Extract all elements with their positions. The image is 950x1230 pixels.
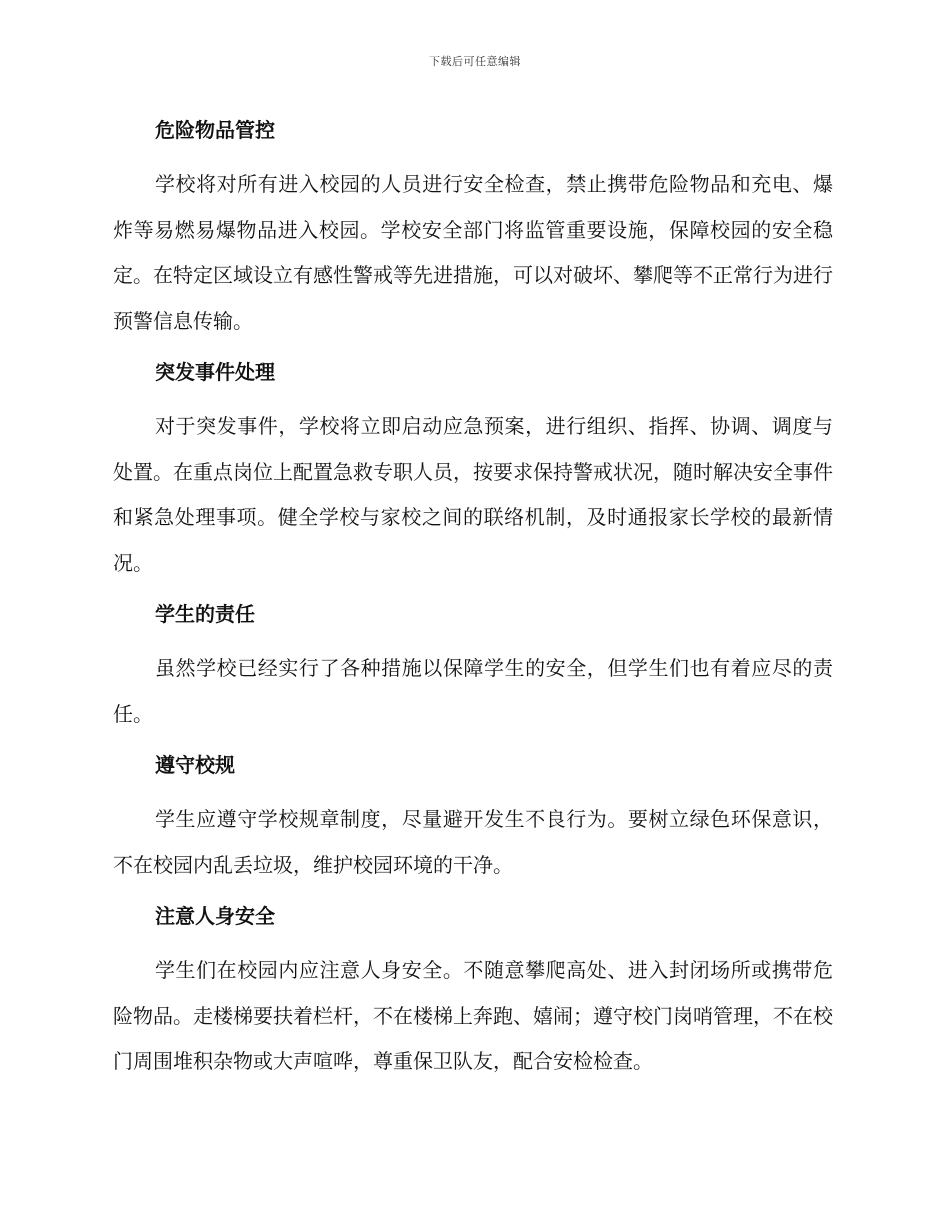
section-heading-hazardous-items: 危险物品管控 (155, 118, 275, 142)
document-body (113, 108, 833, 1091)
section-heading-emergency: 突发事件处理 (155, 360, 275, 384)
section-heading-school-rules: 遵守校规 (155, 753, 235, 777)
section-heading-student-responsibility: 学生的责任 (155, 602, 255, 626)
section-paragraph-emergency: 对于突发事件，学校将立即启动应急预案，进行组织、指挥、协调、调度与处置。在重点岗位上配置急救专职人员，按要求保持警戒状况，随时解决安全事件和紧急处理事项。健全学校与家校之间的联络机制，及时通报家长学校的最新情况。 (113, 414, 833, 575)
section-paragraph-school-rules: 学生应遵守学校规章制度，尽量避开发生不良行为。要树立绿色环保意识，不在校园内乱丢垃圾，维护校园环境的干净。 (113, 807, 833, 877)
section-paragraph-hazardous-items: 学校将对所有进入校园的人员进行安全检查，禁止携带危险物品和充电、爆炸等易燃易爆物品进入校园。学校安全部门将监管重要设施，保障校园的安全稳定。在特定区域设立有感性警戒等先进措施，可以对破坏、攀爬等不正常行为进行预警信息传输。 (113, 172, 833, 333)
page-header: 下载后可任意编辑 (429, 55, 521, 68)
section-paragraph-student-responsibility: 虽然学校已经实行了各种措施以保障学生的安全，但学生们也有着应尽的责任。 (113, 656, 833, 726)
section-heading-personal-safety: 注意人身安全 (155, 904, 275, 928)
section-paragraph-personal-safety: 学生们在校园内应注意人身安全。不随意攀爬高处、进入封闭场所或携带危险物品。走楼梯要扶着栏杆，不在楼梯上奔跑、嬉闹；遵守校门岗哨管理，不在校门周围堆积杂物或大声喧哗，尊重保卫队友，配合安检检查。 (113, 958, 833, 1073)
